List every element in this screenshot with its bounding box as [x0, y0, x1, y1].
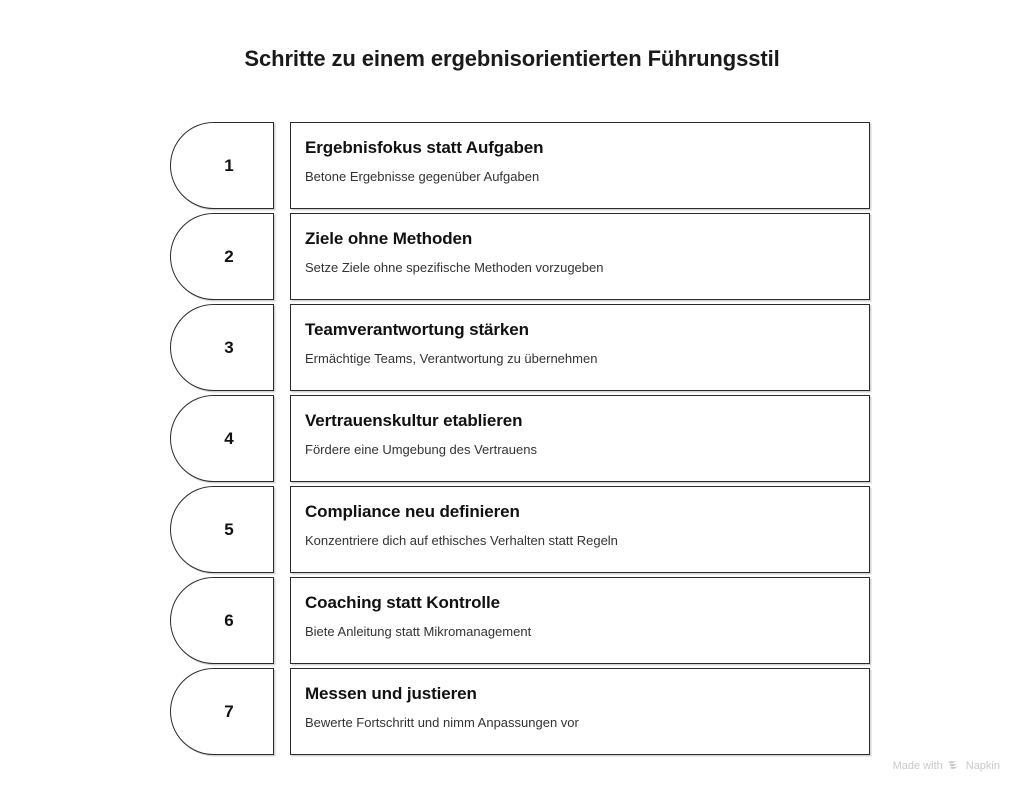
step-number-label: 2 — [224, 246, 234, 266]
step-description: Setze Ziele ohne spezifische Methoden vorzugeben — [305, 260, 604, 276]
step-number-label: 6 — [224, 610, 234, 630]
step-card — [290, 304, 870, 391]
step-card — [290, 395, 870, 482]
step-title: Coaching statt Kontrolle — [305, 593, 500, 612]
step-number-badge — [170, 395, 274, 482]
step-number-label: 3 — [224, 337, 234, 357]
step-number-badge — [170, 577, 274, 664]
step-card — [290, 486, 870, 573]
step-row — [170, 213, 870, 300]
step-number-label: 7 — [224, 701, 234, 721]
step-description: Biete Anleitung statt Mikromanagement — [305, 624, 532, 640]
step-card — [290, 122, 870, 209]
step-description: Konzentriere dich auf ethisches Verhalten statt Regeln — [305, 533, 618, 549]
step-card — [290, 213, 870, 300]
step-number-label: 5 — [224, 519, 234, 539]
step-description: Betone Ergebnisse gegenüber Aufgaben — [305, 169, 540, 185]
step-number-badge — [170, 486, 274, 573]
step-row — [170, 395, 870, 482]
step-title: Messen und justieren — [305, 684, 477, 703]
step-number-badge — [170, 304, 274, 391]
napkin-chevron-logo-icon — [948, 759, 961, 772]
step-description: Bewerte Fortschritt und nimm Anpassungen vor — [305, 715, 579, 731]
step-number-badge — [170, 668, 274, 755]
step-title: Vertrauenskultur etablieren — [305, 411, 523, 430]
step-row — [170, 486, 870, 573]
step-title: Ergebnisfokus statt Aufgaben — [305, 138, 544, 157]
watermark-prefix-label: Made with — [892, 759, 943, 772]
step-description: Fördere eine Umgebung des Vertrauens — [305, 442, 537, 458]
napkin-watermark — [893, 759, 1000, 772]
step-row — [170, 577, 870, 664]
step-row — [170, 304, 870, 391]
step-number-badge — [170, 122, 274, 209]
step-title: Ziele ohne Methoden — [305, 229, 473, 248]
step-number-badge — [170, 213, 274, 300]
watermark-brand-label: Napkin — [965, 759, 1000, 772]
step-row — [170, 122, 870, 209]
step-number-label: 4 — [224, 428, 234, 448]
step-row — [170, 668, 870, 755]
step-number-label: 1 — [224, 155, 234, 175]
steps-list — [170, 122, 870, 759]
step-card — [290, 577, 870, 664]
step-card — [290, 668, 870, 755]
page-title: Schritte zu einem ergebnisorientierten Führungsstil — [244, 46, 780, 71]
step-title: Teamverantwortung stärken — [305, 320, 529, 339]
step-description: Ermächtige Teams, Verantwortung zu übernehmen — [305, 351, 598, 367]
step-title: Compliance neu definieren — [305, 502, 520, 521]
